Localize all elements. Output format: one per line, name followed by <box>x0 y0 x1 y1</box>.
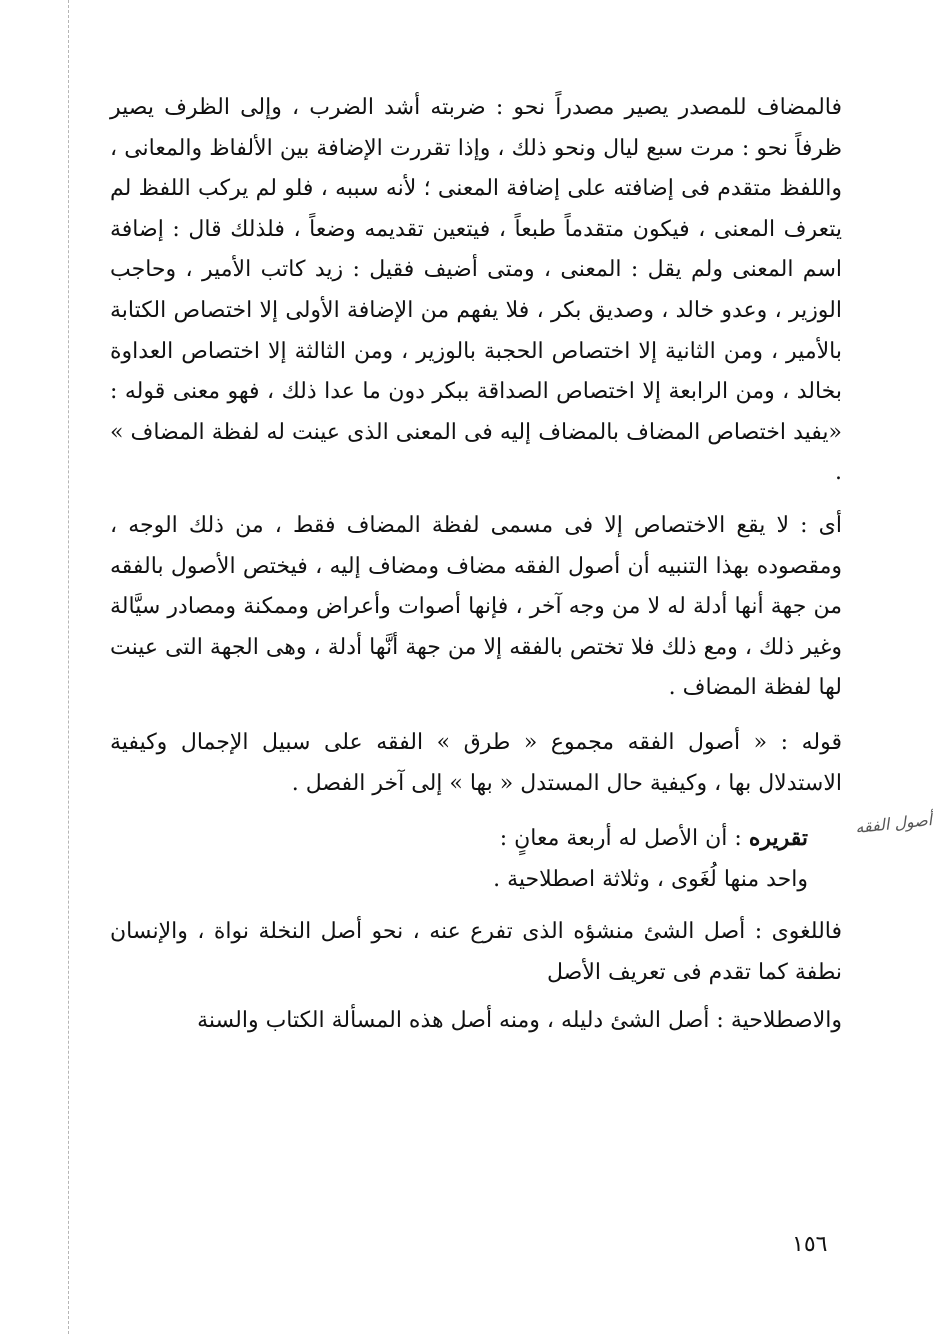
paragraph-4-line-2: واحد منها لُغَوى ، وثلاثة اصطلاحية . <box>493 866 808 892</box>
paragraph-5: فاللغوى : أصل الشئ منشؤه الذى تفرع عنه ، نحو أصل النخلة نواة ، والإنسان نطفة كما تقدم فى تعريف الأصل <box>110 919 842 985</box>
definition-block <box>110 818 808 900</box>
paragraph-4-text: : أن الأصل له أربعة معانٍ : <box>499 826 749 852</box>
paragraph-4-label: تقريره <box>748 825 808 852</box>
paragraph-4 <box>110 818 808 860</box>
paragraph-6: والاصطلاحية : أصل الشئ دليله ، ومنه أصل هذه المسألة الكتاب والسنة <box>197 1008 842 1034</box>
paragraph-2: أى : لا يقع الاختصاص إلا فى مسمى لفظة المضاف فقط ، من ذلك الوجه ، ومقصوده بهذا التنبيه أن أصول الفقه مضاف ومضاف إليه ، فيختص الأصول بالفقه من جهة أنها أدلة له لا من وجه آخر ، فإنها أصوات وأعراض وممكنة ومصادر سيَّالة وغير ذلك ، ومع ذلك فلا تختص بالفقه إلا من جهة أنَّها أدلة ، وهى الجهة التى عينت لها لفظة المضاف . <box>110 512 842 701</box>
page-body <box>110 88 842 1042</box>
paragraph-3: قوله : « أصول الفقه مجموع « طرق » الفقه على سبيل الإجمال وكيفية الاستدلال بها ، وكيفية حال المستدل « بها » إلى آخر الفصل . <box>110 729 842 796</box>
scan-edge-line <box>68 0 69 1334</box>
paragraph-1: فالمضاف للمصدر يصير مصدراً نحو : ضربته أشد الضرب ، وإلى الظرف يصير ظرفاً نحو : مرت سبع ليال ونحو ذلك ، وإذا تقررت الإضافة بين الألفاظ والمعانى ، واللفظ متقدم فى إضافته على إضافة المعنى ؛ لأنه سببه ، فلو لم يركب اللفظ لم يتعرف المعنى ، فيكون متقدماً طبعاً ، فيتعين تقديمه وضعاً ، فلذلك قال : إضافة اسم المعنى ولم يقل : المعنى ، ومتى أضيف فقيل : زيد كاتب الأمير ، وحاجب الوزير ، وعدو خالد ، وصديق بكر ، فلا يفهم من الإضافة الأولى إلا اختصاص الكتابة بالأمير ، ومن الثانية إلا اختصاص الحجبة بالوزير ، ومن الثالثة إلا اختصاص العداوة بخالد ، ومن الرابعة إلا اختصاص الصداقة ببكر دون ما عدا ذلك ، فهو معنى قوله : «يفيد اختصاص المضاف بالمضاف إليه فى المعنى الذى عينت له لفظة المضاف » . <box>110 95 842 486</box>
handwritten-margin-note: أصول الفقه <box>854 810 933 838</box>
page-number: ١٥٦ <box>792 1232 828 1257</box>
